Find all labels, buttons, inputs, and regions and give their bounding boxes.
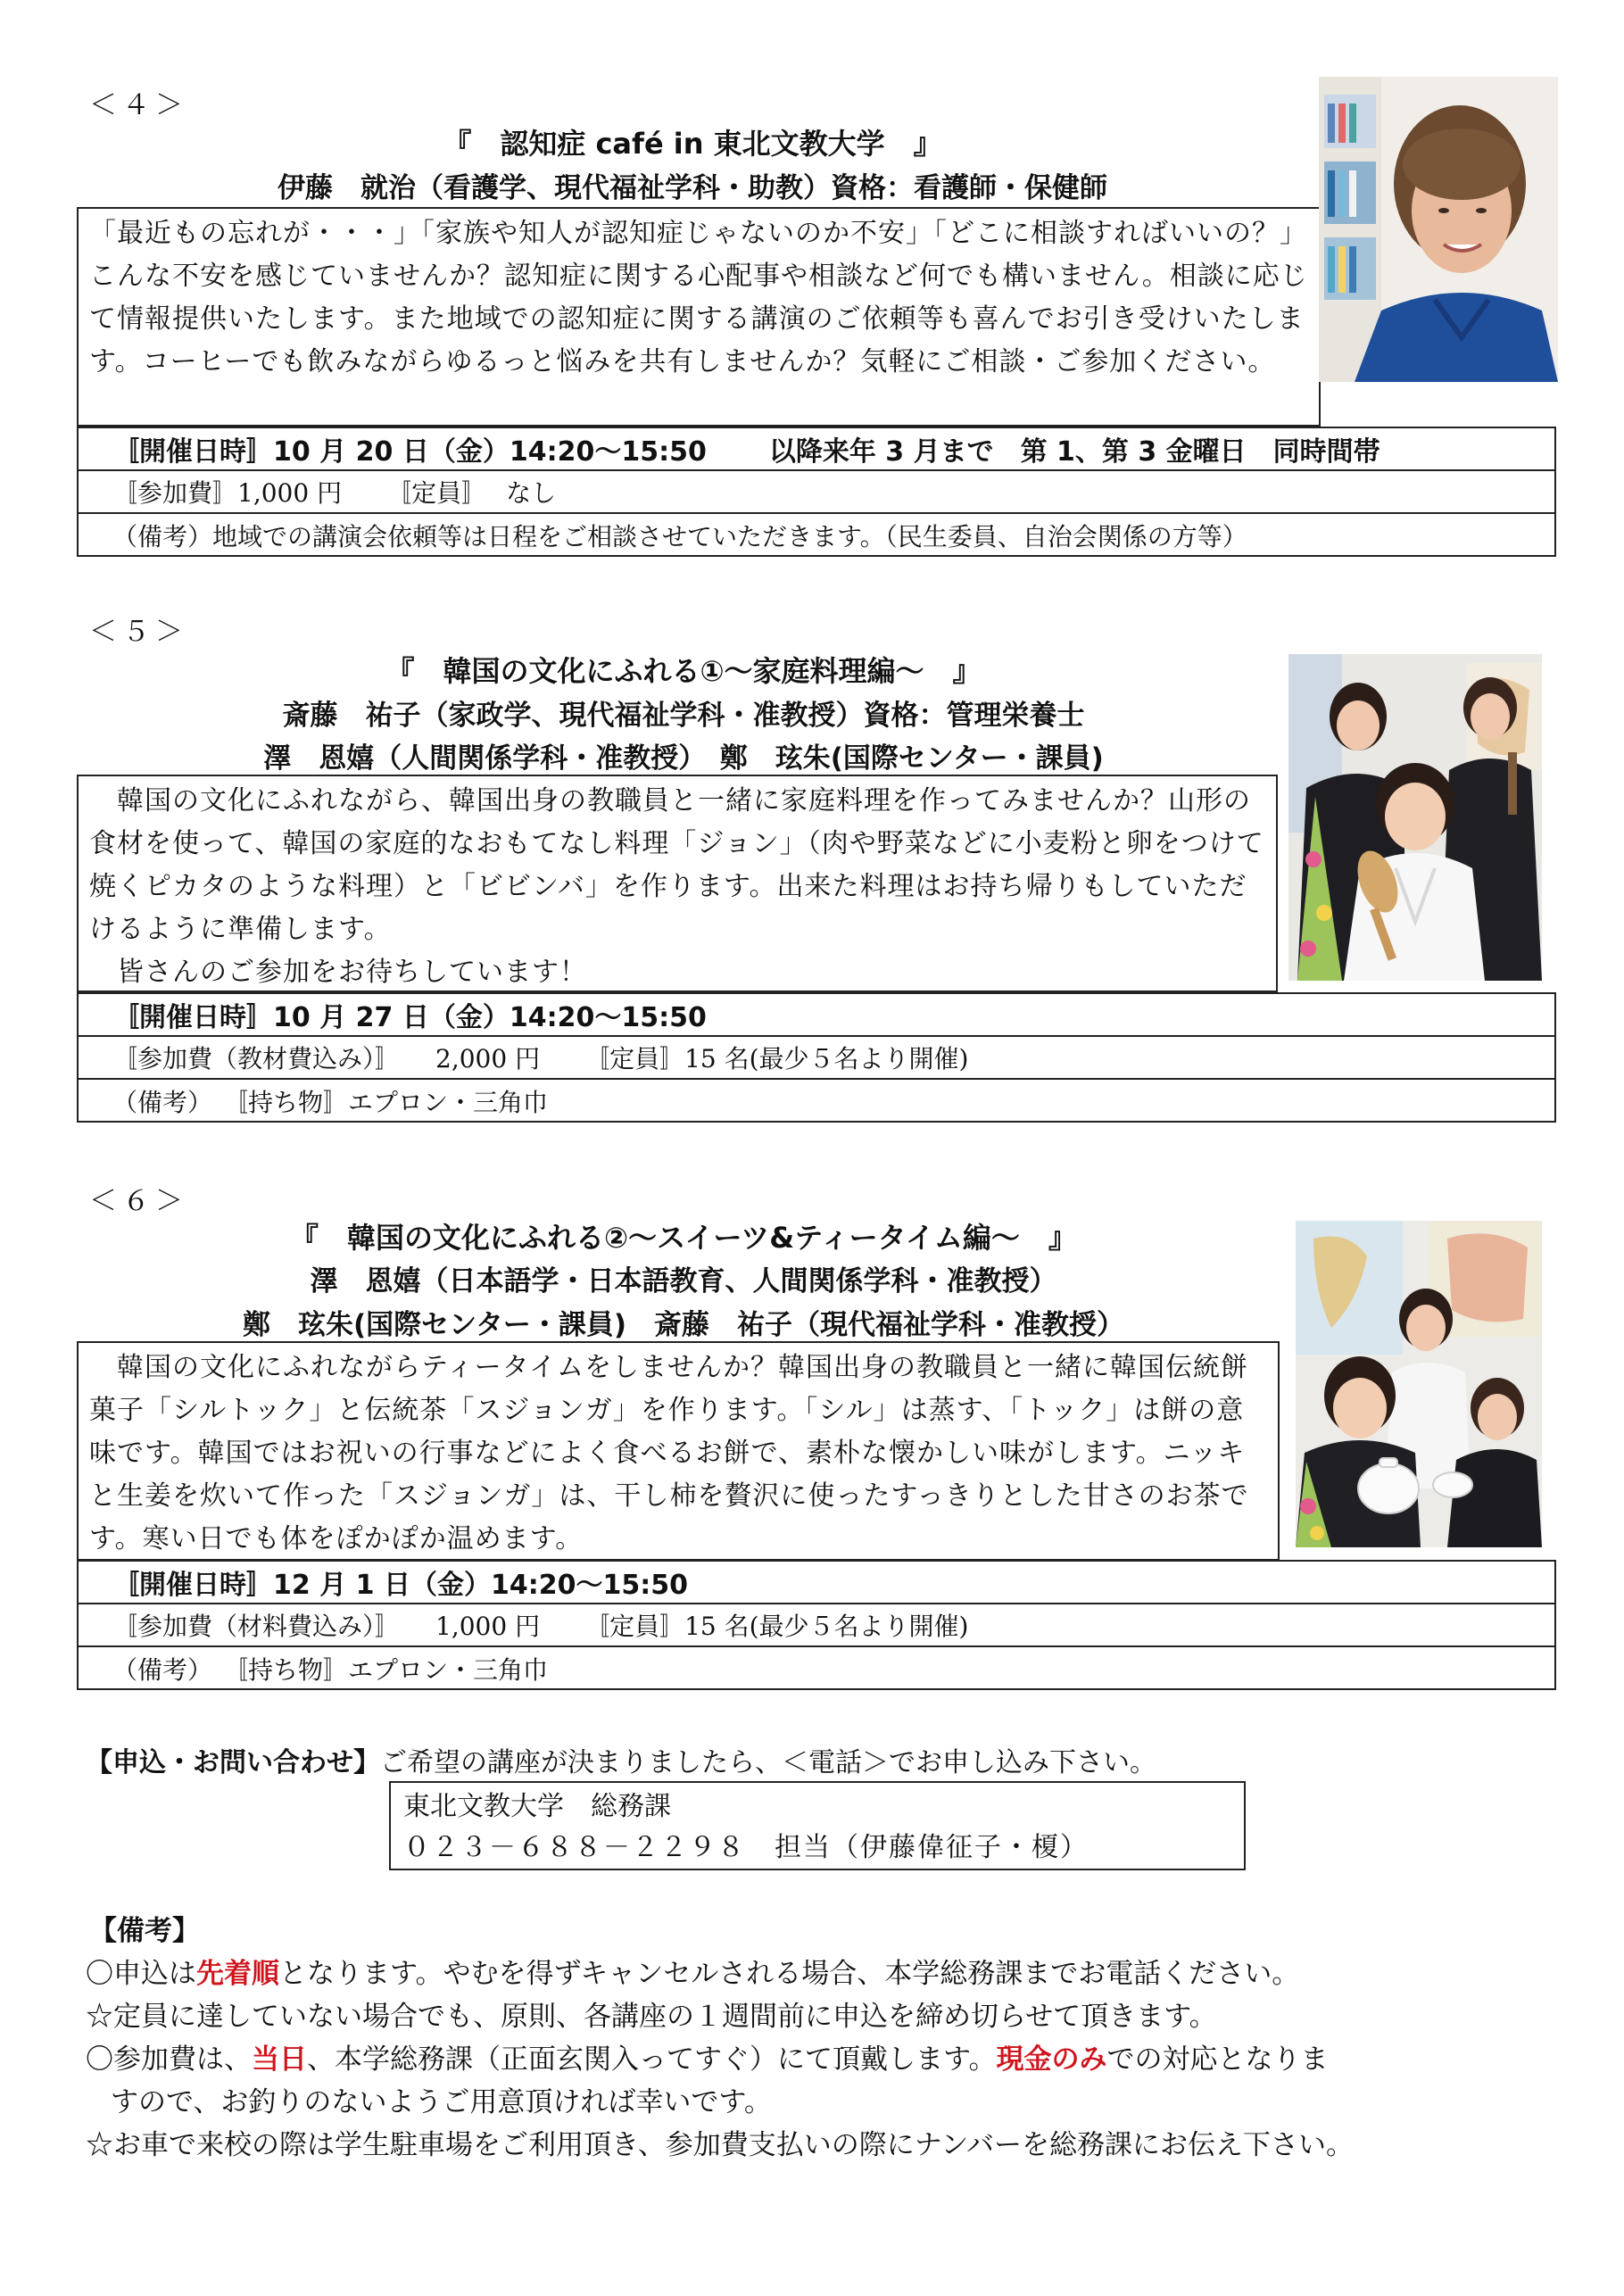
- application-label: 【申込・お問い合わせ】: [86, 1747, 380, 1778]
- capacity-label: 〚定員〛: [386, 478, 487, 508]
- note-row: [79, 1647, 1554, 1690]
- note-line: ☆定員に達していない場合でも、原則、各講座の１週間前に申込を締め切らせて頂きます。: [86, 2001, 1217, 2033]
- description-text: 皆さんのご参加をお待ちしています！: [89, 957, 587, 988]
- presenter-line: 斎藤 祐子（家政学、現代福祉学科・准教授）資格：管理栄養士: [282, 700, 1085, 732]
- presenter-photo: [1319, 77, 1558, 382]
- description-text: 「最近もの忘れが・・・」「家族や知人が認知症じゃないのか不安」「どこに相談すればいいの？」こんな不安を感じていませんか？認知症に関する心配事や相談など何でも構いません。相談に応じて情報提供いたします。また地域での認知症に関する講演のご依頼等も喜んでお引き受けいたします。コーヒーでも飲みながらゆるっと悩みを共有しませんか？気軽にご相談・ご参加ください。: [89, 218, 1308, 377]
- fee-label: 〚参加費（材料費込み）〛: [112, 1612, 401, 1641]
- note-label: （備考）: [112, 1655, 213, 1685]
- presenter-line: 鄭 玹朱(国際センター・課員) 斎藤 祐子（現代福祉学科・准教授）: [242, 1309, 1125, 1341]
- contact-phone: ０２３－６８８－２２９８ 担当（伊藤偉征子・榎）: [403, 1832, 1089, 1863]
- fee-value: 2,000 円: [435, 1044, 541, 1073]
- section-number: ＜４＞: [89, 89, 188, 121]
- date-row: [79, 1562, 1554, 1604]
- fee-row: [79, 471, 1554, 514]
- fee-row: [79, 1037, 1554, 1080]
- contact-box: [389, 1781, 1246, 1870]
- note-text: 、本学総務課（正面玄関入ってすぐ）にて頂戴します。: [307, 2043, 997, 2076]
- note-line: [86, 1952, 1603, 1995]
- description-text: 韓国の文化にふれながらティータイムをしませんか？韓国出身の教職員と一緒に韓国伝統餅菓子「シルトック」と伝統茶「スジョンガ」を作ります。「シル」は蒸す、「トック」は餅の意味です。韓国ではお祝いの行事などによく食べるお餅で、素朴な懐かしい味がします。ニッキと生姜を炊いて作った「スジョンガ」は、干し柿を贅沢に使ったすっきりとした甘さのお茶です。寒い日でも体をぽかぽか温めます。: [89, 1352, 1249, 1554]
- fee-value: 1,000 円: [435, 1612, 541, 1641]
- capacity-label: 〚定員〛: [584, 1612, 685, 1641]
- description-text: 韓国の文化にふれながら、韓国出身の教職員と一緒に家庭料理を作ってみませんか？山形の食材を使って、韓国の家庭的なおもてなし料理「ジョン」（肉や野菜などに小麦粉と卵をつけて焼くピカタのような料理）と「ビビンバ」を作ります。出来た料理はお持ち帰りもしていただけるように準備します。: [89, 785, 1264, 945]
- section-number: ＜５＞: [89, 616, 188, 648]
- application-line: [86, 1740, 1156, 1779]
- info-table: [77, 427, 1556, 557]
- date-label: 〚開催日時〛: [112, 1002, 273, 1033]
- note-text: （備考）地域での講演会依頼等は日程をご相談させていただきます。（民生委員、自治会関係の方等）: [112, 522, 1247, 551]
- presenters-photo: [1288, 654, 1542, 981]
- info-table: [77, 992, 1556, 1123]
- date-row: [79, 994, 1554, 1037]
- section-title: 『 韓国の文化にふれる①～家庭料理編～ 』: [385, 654, 982, 688]
- section-number: ＜６＞: [89, 1185, 188, 1217]
- info-table: [77, 1560, 1556, 1690]
- note-line: [86, 2038, 1603, 2081]
- note-row: [79, 514, 1554, 557]
- note-line: すので、お釣りのないようご用意頂ければ幸いです。: [111, 2086, 772, 2118]
- fee-value: 1,000 円: [237, 478, 343, 508]
- note-text: 〇参加費は、: [86, 2043, 252, 2076]
- note-text: での対応となりま: [1106, 2043, 1329, 2076]
- description-box: [77, 775, 1278, 992]
- description-box: [77, 207, 1321, 427]
- section-title: 『 韓国の文化にふれる②～スイーツ&ティータイム編～ 』: [290, 1221, 1077, 1255]
- presenter-line: 澤 恩嬉（人間関係学科・准教授） 鄭 玹朱(国際センター・課員): [263, 742, 1104, 775]
- date-row: [79, 428, 1554, 471]
- note-text: 〇申込は: [86, 1958, 196, 1990]
- note-value: 〚持ち物〛エプロン・三角巾: [223, 1655, 549, 1685]
- note-row: [79, 1080, 1554, 1123]
- notes-heading: 【備考】: [89, 1915, 200, 1947]
- note-value: 〚持ち物〛エプロン・三角巾: [223, 1088, 549, 1117]
- date-value: 12 月 1 日（金）14:20～15:50: [273, 1570, 688, 1601]
- note-highlight: 先着順: [196, 1958, 279, 1990]
- date-label: 〚開催日時〛: [112, 1570, 273, 1601]
- date-label: 〚開催日時〛: [112, 436, 273, 468]
- date-value: 10 月 20 日（金）14:20～15:50: [273, 436, 707, 468]
- capacity-value: なし: [506, 478, 557, 508]
- presenters-photo: [1296, 1221, 1542, 1547]
- description-box: [77, 1341, 1280, 1561]
- contact-org: 東北文教大学 総務課: [403, 1791, 671, 1822]
- capacity-value: 15 名(最少５名より開催): [684, 1044, 969, 1073]
- fee-label: 〚参加費〛: [112, 478, 238, 508]
- section-title: 『 認知症 café in 東北文教大学 』: [443, 127, 942, 161]
- note-highlight: 現金のみ: [996, 2043, 1107, 2076]
- capacity-label: 〚定員〛: [584, 1044, 685, 1073]
- presenter-line: 澤 恩嬉（日本語学・日本語教育、人間関係学科・准教授）: [310, 1265, 1057, 1297]
- note-label: （備考）: [112, 1088, 213, 1117]
- notes-section: [86, 1910, 1603, 2167]
- date-value: 10 月 27 日（金）14:20～15:50: [273, 1002, 707, 1033]
- capacity-value: 15 名(最少５名より開催): [684, 1612, 969, 1641]
- note-text: となります。やむを得ずキャンセルされる場合、本学総務課までお電話ください。: [279, 1958, 1300, 1990]
- note-highlight: 当日: [252, 2043, 307, 2076]
- fee-label: 〚参加費（教材費込み）〛: [112, 1044, 401, 1073]
- fee-row: [79, 1604, 1554, 1647]
- note-line: ☆お車で来校の際は学生駐車場をご利用頂き、参加費支払いの際にナンバーを総務課にお伝え下さい。: [86, 2129, 1355, 2161]
- date-extra: 以降来年 3 月まで 第 1、第 3 金曜日 同時間帯: [768, 436, 1380, 468]
- presenter-line: 伊藤 就治（看護学、現代福祉学科・助教）資格：看護師・保健師: [278, 172, 1107, 204]
- application-text: ご希望の講座が決まりましたら、＜電話＞でお申し込み下さい。: [380, 1747, 1156, 1778]
